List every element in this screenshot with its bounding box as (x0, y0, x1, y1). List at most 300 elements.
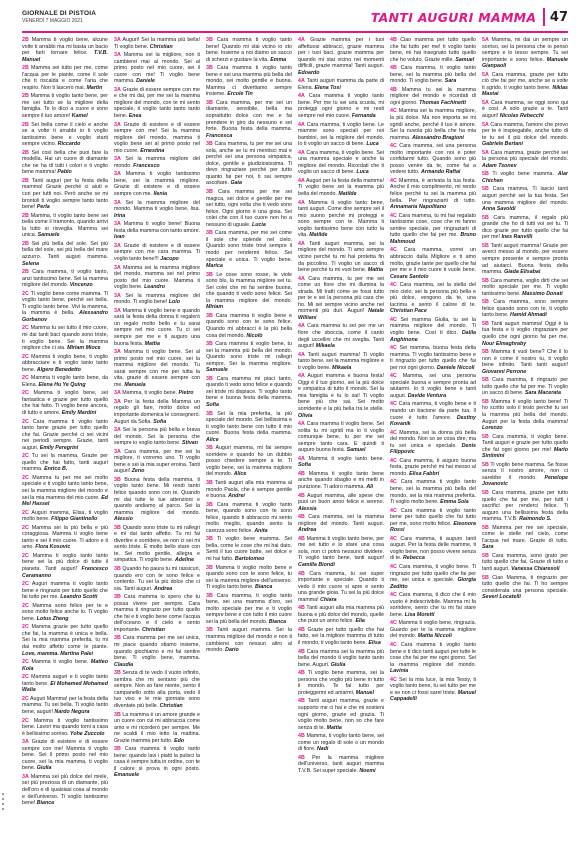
class-code: 4C (390, 316, 397, 323)
message-signature: Lotus Zheng (36, 615, 69, 622)
class-code: 3B (206, 189, 213, 196)
message-text: Tanti auguri per la festa della mamma! Grazie perché ci aiuti e curi per tutti noi. Però anche se mi brontoli ti voglio sempre tanto tanto bene! (22, 177, 108, 211)
message-text: Mamma ti voglio tanto bene, tanti auguri. Come dire sempre sei il mio suono perché mi proteggi e sono sempre con te. Mamma ti voglio tantissimo bene con tutto la vita. (298, 199, 384, 239)
class-code: 4A (298, 323, 305, 330)
class-code: 5B (482, 461, 489, 468)
message-entry (390, 620, 476, 640)
message-entry (390, 479, 476, 505)
message-entry (114, 265, 200, 291)
message-entry (22, 325, 108, 351)
message-signature: Adam Tsonev (482, 162, 517, 169)
message-text: Tanti auguri mamma, grazie e supporto me ci hai e che mi sostieni ogni giorno, grazie ed grazia. Ti voglio molto bene, non so che fare senza di te. (298, 698, 384, 731)
message-entry (114, 349, 200, 388)
message-signature: Sofia (206, 401, 219, 408)
class-code: 4C (390, 212, 397, 219)
class-code: 4B (390, 37, 397, 43)
message-entry (390, 642, 476, 675)
message-signature: Dario (225, 647, 239, 654)
message-signature: Rebecca (402, 555, 425, 562)
message-signature: Severi Locatelli (482, 594, 521, 601)
class-code: 3A (114, 86, 121, 93)
message-text: Auguri mamma, mi fai sempre sorridere e quando ho un dubbio posso chiedere sempre a te. Ti voglio bene, sei la mamma migliore del mondo. (206, 445, 292, 478)
message-signature: Emma (270, 56, 287, 63)
page-header (0, 0, 580, 32)
message-entry (114, 87, 200, 120)
message-text: Grazie per tutto quello che hai fatto, sei la migliore mamma di tutto il mondo, ti voglio tanto bene. (298, 626, 384, 647)
message-text: Cara mamma ti voglio tanto bene e sei una mamma più bella del mondo, sei molto gentile e buona. Mamma ci divertiamo sempre insieme. (206, 65, 292, 98)
message-entry (206, 37, 292, 63)
message-signature: Enrico B. (44, 466, 68, 473)
message-text: Cara mamma, per me sei come il sole che splende nel cielo. Quando sono triste trovi sempre il modo per rendermi felice. Sei speciale e unica. Ti voglio bene. (206, 230, 292, 263)
message-signature: Elia (355, 618, 365, 625)
class-code: 3B (206, 445, 213, 452)
class-code: 2C (22, 290, 29, 297)
message-signature: Marica (206, 263, 223, 270)
class-code: 3B (206, 230, 213, 237)
message-entry (482, 490, 568, 523)
message-signature: Mattia Niccoli (417, 633, 452, 640)
message-signature: Miriam Mioce (67, 345, 101, 352)
message-signature: Giada Elisabai (504, 269, 541, 276)
message-entry (390, 508, 476, 534)
message-text: Mamma ti voglio bene. Sei al primo posto nel mio cuore, sei la mamma migliore del mondo. Tu sarai sempre con me per tutta la vita, grazie di essere sempre con me. (114, 349, 200, 388)
class-code: 3B (206, 65, 213, 72)
class-code: 3B (206, 480, 213, 486)
message-text: Cara mamma, sono sempre felice quando sono con te, ti voglio tanto bene. (482, 299, 568, 319)
message-entry (114, 200, 200, 220)
message-text: Cara mamma mi piaci tanto, quando ti vedo sono felice e quando sei triste mi dispiace. Ti voglio tanto bene e buona festa della mamma. (206, 375, 292, 402)
message-text: Mamma sei la più bella e più coraggiosa. Mamma ti voglio bene tanto e sei il mio cuore. Ti adoro e ti amo. (22, 524, 108, 551)
message-entry (206, 230, 292, 269)
message-signature: Martin (86, 84, 103, 91)
class-code: 5B (482, 433, 489, 440)
message-text: Sei più bella del sole. Sei più bella del sole, sei più bella del mare azzurro. Tanti auguri mamma. (22, 240, 108, 260)
message-text: Le cose sono rosse, le viole sono blu, la mamma migliore sei tu. Sei colei che mi fai sentire buona, che quando ti vedo sono felice. Sei la mamma migliore del mondo. (206, 271, 292, 304)
message-text: Cara mamma, sono grato per tutto quello che fai. Grazie di tutto e tanti auguri. (482, 552, 568, 573)
message-entry (298, 78, 384, 91)
message-signature: Elisa (368, 640, 381, 647)
message-signature: Gabriele Bertani (482, 141, 523, 148)
class-code: 2B (22, 240, 29, 247)
message-text: Cara mamma, ti voglio tanto, anzi tantissimo bene. Sei la mamma migliore del mondo. (22, 269, 108, 289)
message-text: Auguri Mamma! per la festa della mamma. Tu sei bella. Ti voglio tanto bene, auguri! (22, 695, 108, 715)
message-text: Mamma ti voglio tanto bene. (308, 455, 384, 462)
message-entry (482, 525, 568, 551)
message-signature: Nadi (316, 746, 329, 753)
message-signature: Ilenia (153, 191, 168, 198)
message-signature: Lorenzo (482, 425, 503, 432)
class-code: 2C (22, 524, 29, 531)
message-text: Cara mamma ti voglio tanto bene, quando sono con te sono felice, quando ti abbraccio mi sento molto meglio, quando sento la carezza sono felice. (206, 501, 292, 534)
message-signature: Bianca (268, 618, 287, 625)
message-entry (22, 150, 108, 176)
class-code: 4B (390, 86, 397, 93)
message-signature: Mattia (326, 724, 342, 731)
message-text: Mamma sei tutto per me, come l'acqua per le piante, come il sole che ti riscalda e come l'aria che respiro. Non ti lascerò mai. (22, 65, 108, 91)
class-code: 5B (482, 349, 489, 356)
message-text: Sei la mia luce, la mia Tessy, ti voglio tanto bene, tu sei tutto per me e se non ci fossi sarei triste. (390, 676, 476, 696)
class-code: 2C (22, 509, 29, 516)
message-text: Cara mamma ti voglio bene, tu sei la mamma più bella del mondo. Quando sono triste mi rallegri sempre. Sei la mamma migliore. (206, 341, 292, 367)
message-text: Sei la mia preferita, la più speciale del mondo. Sei bellissima e ti voglio tanto bene con tutto il mio cuore. Buona festa della mamma. (206, 410, 292, 437)
message-signature: Mattia (367, 267, 384, 274)
message-entry (482, 575, 568, 601)
message-entry (114, 712, 200, 745)
message-signature: Samuel (346, 447, 366, 454)
message-entry (206, 411, 292, 444)
message-entry (114, 171, 200, 197)
message-entry (206, 313, 292, 339)
message-text: Ti voglio bene mamma. (492, 171, 554, 178)
message-signature: Riccardo (57, 141, 81, 148)
message-signature: Gaia (230, 180, 242, 187)
class-code: 4B (298, 470, 305, 477)
message-signature: Ivan (114, 234, 125, 241)
message-signature: Armando Raftai (420, 169, 461, 176)
message-signature: Elena Hu Ye Quing (38, 381, 86, 388)
message-entry (22, 453, 108, 473)
message-entry (206, 100, 292, 139)
message-entry (22, 37, 108, 63)
page-number: 47 (549, 9, 568, 25)
message-text: Mamma sei più dolce del miele, sei più preziosa di un diamante, più dell'oro e di qualsiasi cosa al mondo e dell'universo. Ti voglio tantissimo bene! (22, 773, 108, 807)
message-entry (298, 323, 384, 349)
class-code: 3A (114, 390, 121, 397)
message-signature: Leandro (144, 284, 165, 291)
message-entry (390, 282, 476, 315)
message-text: Cara mamma per me sei magica, sei dolce e gentile per me sei tutto, ogni volta che ti vedo sono felice. Ogni giorno è una gioia. Sei colei che con il tuo cuore non ho a nessuno di uguale. (206, 189, 292, 228)
message-signature: Andrei (228, 493, 245, 500)
header-rule (22, 31, 568, 33)
message-text: Mamma sei la migliore, non ti cambierei mai al mondo. Sei al primo posto nel mio cuore, sei il cuore con me! Ti voglio bene mamma. (114, 52, 200, 85)
class-code: 5B (482, 377, 489, 384)
class-code: 2C (22, 602, 29, 609)
message-entry (482, 186, 568, 212)
class-code: 4C (390, 177, 397, 184)
message-text: Cara mamma ti voglio tanto bene, sei la mamma più bella del mondo, sei la mia mamma preferita. Ti voglio molto bene. (390, 479, 476, 506)
message-text: Cara mamma, ti voglio bene. Sei una mamma speciale e anche la migliore del mondo. Ricordati che ti voglio un sacco di bene. (298, 149, 384, 176)
message-text: Tanti auguri mamma. Sei la mamma migliore del mondo e non ti cambierei con nessun altro al mondo. (206, 627, 292, 654)
message-entry (482, 349, 568, 375)
class-code: 3B (114, 711, 121, 718)
message-text: Quando ho paura tu mi rassicuri, quando ero con te sono felice e contento. Tu sei la più dolce che ci sia. Tanti auguri. (114, 566, 200, 592)
class-code: 4C (390, 401, 397, 408)
class-code: 2C (22, 474, 29, 481)
class-code: 4B (298, 492, 305, 499)
class-code: 3A (114, 264, 121, 271)
message-text: Mamma ti voglio bene, sei fantastica e grazie per tutto quello che hai fatto. Ti voglio bene ancora, di tutto e amore. (22, 390, 108, 416)
message-text: Mamma ti voglio bene! Buona festa della mamma con tanto amore. (114, 221, 200, 234)
class-code: 4C (390, 108, 397, 115)
message-entry (22, 390, 108, 416)
message-text: Cara mamma, tu mi hai regalato tantissime cose, cose che mi fanno sentire speciale, per ringraziarti di tutto quello che fai per me. (390, 212, 476, 239)
message-signature: Alessia (298, 505, 317, 512)
message-entry (114, 243, 200, 263)
message-signature: Adeline (174, 557, 195, 564)
class-code: 2C (22, 674, 29, 681)
message-text: Ti voglio bene mamma, sei la persona che voglio più bene in tutto il mondo. Te fai tutto per proteggermi ed amarmi. (298, 670, 384, 696)
class-code: 2C (22, 581, 29, 588)
class-code: 4B (298, 535, 305, 542)
message-entry (298, 670, 384, 696)
message-text: Cara mamma per me sei unica, mi piace quando stiamo insieme, quando giochiamo e mi fai sentire bene. Ti voglio bene, mamma. (114, 635, 200, 662)
class-code: 5A (482, 99, 489, 106)
message-signature: Massimo Donati (522, 290, 563, 297)
message-signature: Nour Elmaghraby (482, 340, 527, 347)
message-entry (22, 525, 108, 551)
class-code: 3A (114, 37, 121, 43)
message-entry (482, 215, 568, 241)
class-code: 2B (22, 149, 29, 156)
message-entry (22, 659, 108, 672)
message-text: Mamma ti vuol bene? Che il lo non è come il nostro tu, ti voglio bene infinito. Tanti tanti auguri! (482, 349, 568, 369)
class-code: 4C (390, 564, 397, 571)
message-text: Cara mamma, ti voglio bene e ti mando un bacione da parte tua. Il cuore è tutto l'amore. (390, 401, 476, 421)
message-text: Ciao mamma per tutto quello che fai tutto per me! ti voglio tanto bene, mi hai insegnato tutto quello che ho voluto. Grazie mille. (390, 37, 476, 63)
message-entry (114, 390, 200, 397)
message-signature: Christian Pace (390, 308, 427, 315)
message-signature: Matilde (309, 232, 328, 239)
message-entry (390, 178, 476, 211)
class-code: 3B (206, 312, 213, 319)
message-text: Mamma per me sei speciale, come le stelle nel cielo, come l'acqua nel mare. Grazie di tutto. (482, 524, 568, 544)
message-entry (298, 493, 384, 513)
message-entry (22, 674, 108, 694)
class-code: 3A (114, 427, 121, 434)
message-text: Sei la mamma migliore del mondo. Ti voglio bene! (114, 292, 200, 306)
message-text: Cara mamma, se oggi sono qui è così. A solo grazie a te. Tanti auguri! (482, 99, 568, 120)
class-code: 4B (298, 648, 305, 655)
class-code: 3B (206, 341, 213, 348)
message-text: Auguri mamma ti voglio tanto bene e ringrazio per tutto quello che fai tutto per me. (22, 581, 108, 601)
message-text: Grazie di esistere e di essere sempre con me! Mamma ti voglio bene. Sei il primo posto nel mio cuore, sei la mia mamma, ti voglio bene. (22, 739, 108, 772)
class-code: 5B (482, 552, 489, 559)
message-signature: Kamel (71, 113, 88, 120)
message-signature: Lavinia (390, 668, 409, 675)
message-signature: Ernestina (140, 147, 165, 154)
message-signature: Matilde (338, 191, 357, 198)
message-signature: Natale Williani (298, 308, 384, 321)
class-code: 4C (390, 620, 397, 627)
message-text: Mamma, ti voglio tanto bene, sei come un regalo di sole o un mondo di fiore. (298, 733, 384, 753)
class-code: 3B (114, 476, 121, 483)
class-code: 3B (114, 524, 121, 531)
message-text: Cara mamma, grazie per tutto quello che fai per me, per tutti i sacrifici per renderci felice. Ti auguro una bellissima festa della mamma. T.V.B. (482, 490, 568, 523)
class-code: 2B (22, 121, 29, 128)
message-signature: Hamid Ahmadi (510, 312, 547, 319)
message-entry (22, 213, 108, 239)
message-entry (482, 299, 568, 319)
message-signature: Manuel Cappadelli (390, 689, 476, 703)
message-signature: Alice (233, 471, 247, 478)
message-text: Tanti auguri mamma! Grazie per averci messo al mondo, per essere sempre presente e sempre pronta ad aiutarci. Buona festa della mamma. (482, 242, 568, 276)
message-signature: Sara (482, 544, 494, 551)
message-text: Auguri mamma, alle spese che puoi un buon anno felice e sereno. (298, 492, 384, 506)
message-signature: Zeno (131, 468, 145, 475)
message-entry (298, 755, 384, 775)
message-entry (114, 635, 200, 668)
message-entry (298, 627, 384, 647)
message-signature: Leandro Scotti (60, 594, 98, 601)
class-code: 2B (22, 93, 29, 100)
message-signature: Alar Chichen (482, 171, 568, 184)
class-code: 5B (482, 524, 489, 531)
class-code: 5A (482, 121, 489, 128)
message-text: Cara mamma ti voglio tanto bene e ti dico tanti auguri per tutte le cose che fai per me ogni giorno. Sei la mamma migliore del mondo. (390, 642, 476, 668)
message-entry (482, 150, 568, 170)
message-entry (390, 458, 476, 478)
class-code: 5A (482, 37, 489, 43)
message-entry (114, 566, 200, 592)
message-text: Mamma ti voglio tanto bene, per me sei tutto se la migliore della famiglia. Te lo dico a cuore e sono sempre il tuo amore! (22, 93, 108, 120)
class-code: 4C (390, 535, 397, 542)
message-text: Cara mamma, ti auguro buona festa, grazie perché mi hai messo al mondo. (390, 457, 476, 477)
class-code: 2B (22, 269, 29, 276)
message-text: Cara mamma, ti voglio bene. Le mamme sono speciali per noi bambini, sei la migliore del mondo. Io ti voglio un sacco di bene. (298, 121, 384, 148)
message-entry (114, 293, 200, 306)
message-signature: Nardo Negura (54, 708, 90, 715)
message-entry (482, 399, 568, 432)
message-text: Grazie di esistere e di essere sempre con me cara mamma. Ti voglio tanto bene!!! (114, 242, 200, 262)
message-signature: Francesco Caramanno (22, 566, 108, 579)
class-code: 4B (298, 626, 305, 633)
message-text: Mamma tu per me sei molto speciale e ti voglio tanto tanto bene, sei la mamma migliore del mondo e sei la mia mamma del mio cuore. (22, 474, 108, 501)
class-code: 3B (206, 564, 213, 571)
message-signature: Flora Kosovic (35, 544, 71, 551)
message-text: Cara mamma, grazie perché sei la persona più speciale del mondo. (482, 149, 568, 163)
class-code: 3B (206, 375, 213, 382)
message-signature: Bianca (255, 584, 273, 591)
message-text: Mamma, sei una persona speciale buona e sempre pronta ad aiutarmi. Io ti voglio bene e tanti auguri. (390, 373, 476, 399)
class-code: 4A (298, 351, 305, 358)
message-signature: Pablo (57, 169, 72, 176)
class-code: 4C (390, 143, 397, 150)
message-text: Cara mamma, sei la stella del mio cielo, sei la persona più bella e più dolce, vengono da te, una lacrima e sento il calore di te. (390, 282, 476, 308)
class-code: 5B (482, 320, 489, 327)
message-entry (22, 774, 108, 807)
message-signature: Emma Sola (440, 499, 469, 506)
message-entry (482, 72, 568, 98)
class-code: 3A (114, 199, 121, 206)
class-code: 3B (114, 670, 121, 677)
message-entry (206, 536, 292, 562)
message-entry (206, 341, 292, 374)
class-code: 3B (114, 746, 121, 753)
message-signature: Eleonora Rossi (390, 520, 476, 534)
message-signature: Alessio (114, 516, 133, 523)
message-text: Cara mamma ti voglio tanto bene! Quando mi stai vicino io sto bene. Insieme a noi diamo un sacco di scherzi e gustare la vita. (206, 37, 292, 63)
class-code: 4C (390, 247, 397, 254)
message-text: Mamma ti voglio bene, alcune volte ti arrabbi ma mi basta un bacio per farti tornare felice. (22, 37, 108, 57)
message-entry (298, 514, 384, 534)
class-code: 5B (482, 574, 489, 581)
message-signature: Lucia (251, 221, 266, 228)
class-code: 3B (114, 566, 121, 573)
message-signature: Annamaria Napolitano (390, 204, 447, 211)
class-code: 2C (22, 353, 29, 360)
class-code: 2B (22, 37, 29, 43)
message-text: Mamma sono felice per te e sono molto felice anche io. Ti voglio bene. (22, 602, 108, 622)
message-signature: Filippo Giantinello (51, 516, 98, 523)
message-text: Mamma auguri e ti voglio tanto tanto bene. (22, 674, 108, 687)
message-signature: Elena Tosi (314, 84, 341, 91)
class-code: 5B (482, 214, 489, 221)
message-text: Cara mamma, Ti lascio tanti auguri perché sei la tua festa. Sei una mamma migliore del mondo. (482, 186, 568, 206)
class-code: 3B (206, 141, 213, 148)
class-code: 4B (298, 570, 305, 577)
message-text: Grazie di esistere e di essere sempre con me! Sei la mamma migliore del mondo, mamma ti voglio bene sei al primo posto nel mio cuore. (114, 121, 200, 154)
message-signature: Alessandro Gorbanov (22, 310, 108, 323)
message-entry (390, 213, 476, 246)
message-signature: Raimondo S. (519, 516, 552, 523)
class-code: 4B (298, 514, 305, 521)
message-entry (298, 649, 384, 669)
class-code: 4A (298, 149, 305, 156)
message-text: Mamma ti voglio tantissimo bene, sei la mamma migliore. Grazie di esistere e di essere sempre con me. (114, 171, 200, 198)
message-text: Sei la mamma migliore del mondo. Mamma ti voglio bene, lisa. (114, 199, 200, 213)
message-text: Cara mamma, per me sei la migliore, ti vorremo uno. Ti voglio bene e sei la mia super eroina. Tanti auguri! (114, 448, 200, 475)
message-entry (482, 171, 568, 184)
message-signature: Ines Ranvilli (501, 234, 533, 241)
message-entry (206, 565, 292, 591)
message-text: Mamma ti voglio bene, ringrazia. Guardo per te la mamma migliore del mondo. (390, 620, 476, 640)
class-code: 3A (114, 307, 121, 314)
message-signature: Giulia (36, 765, 52, 772)
message-signature: Selena (22, 260, 40, 267)
message-signature: Denis Filippovic (390, 442, 476, 456)
message-text: Cara mamma ti voglio tanto bene. Per me tu sei una scuola, mi proteggi ogni giorno e mi resti sempre nel mio cuore. (298, 93, 384, 120)
message-column-5 (390, 37, 476, 837)
message-text: Cara mamma, grazie per tutto ciò che fai per me, anche se a volte ti sgrido, ti voglio tanto bene. (482, 71, 568, 91)
class-code: 3B (206, 592, 213, 599)
message-column-4 (298, 37, 384, 837)
class-code: 3A (114, 221, 121, 228)
message-signature: Irina (114, 212, 126, 219)
message-text: Sei così bella che puoi fare la modella. Hai un cuore di diamante che ne ha di tutti i colori e ti voglio bene mamma! (22, 149, 108, 176)
class-code: 3A (114, 121, 121, 128)
message-entry (298, 200, 384, 239)
class-code: 4B (298, 733, 305, 740)
class-code: 4A (298, 199, 305, 206)
message-text: Mamma ti voglio tantissimo bene. Lavori ma quando torni a casa è bellissimo sorriso. (22, 717, 108, 737)
message-entry (390, 87, 476, 107)
message-signature: Pietro (178, 390, 194, 397)
class-code: 4C (390, 429, 397, 436)
message-signature: Claudia (114, 661, 134, 668)
message-signature: Alì (366, 484, 374, 490)
message-entry (206, 593, 292, 626)
message-signature: Enea (128, 113, 142, 120)
class-code: 3A (114, 52, 121, 59)
message-text: Mamma ti voglio tanto bene, per me sei tutto e lo stare una cosa sola, non ci potrà nessuno dividere. Ti voglio tanto bene, tanti auguri! (298, 535, 384, 562)
message-text: Cara mamma, l'amore che provo per te è inspiegabile, anche tutto di te tu sei il più dolce del mondo. (482, 121, 568, 141)
message-entry (482, 122, 568, 148)
message-entry (22, 178, 108, 211)
class-code: 2B (22, 212, 29, 219)
message-text: Mamma ti voglio molto bene e quando sono con te sono felice, tu sei la mamma migliore dell'universo. Ti voglio tanto bene. (206, 564, 292, 591)
class-code: 4A (298, 121, 305, 128)
message-signature: Nicolò (246, 332, 263, 339)
message-entry (206, 627, 292, 653)
message-text: Mamma tu sei la mamma migliore del mondo e ricordati di ogni giorno. (390, 86, 476, 106)
message-signature: Emanuele (114, 772, 140, 779)
message-signature: Love, mamma. Martina Palei (22, 650, 93, 657)
message-entry (206, 376, 292, 409)
message-entry (206, 502, 292, 535)
class-code: 3B (206, 271, 213, 278)
class-code: 2C (22, 659, 29, 666)
message-text: Mamma, ti voglio bene. (122, 390, 178, 397)
